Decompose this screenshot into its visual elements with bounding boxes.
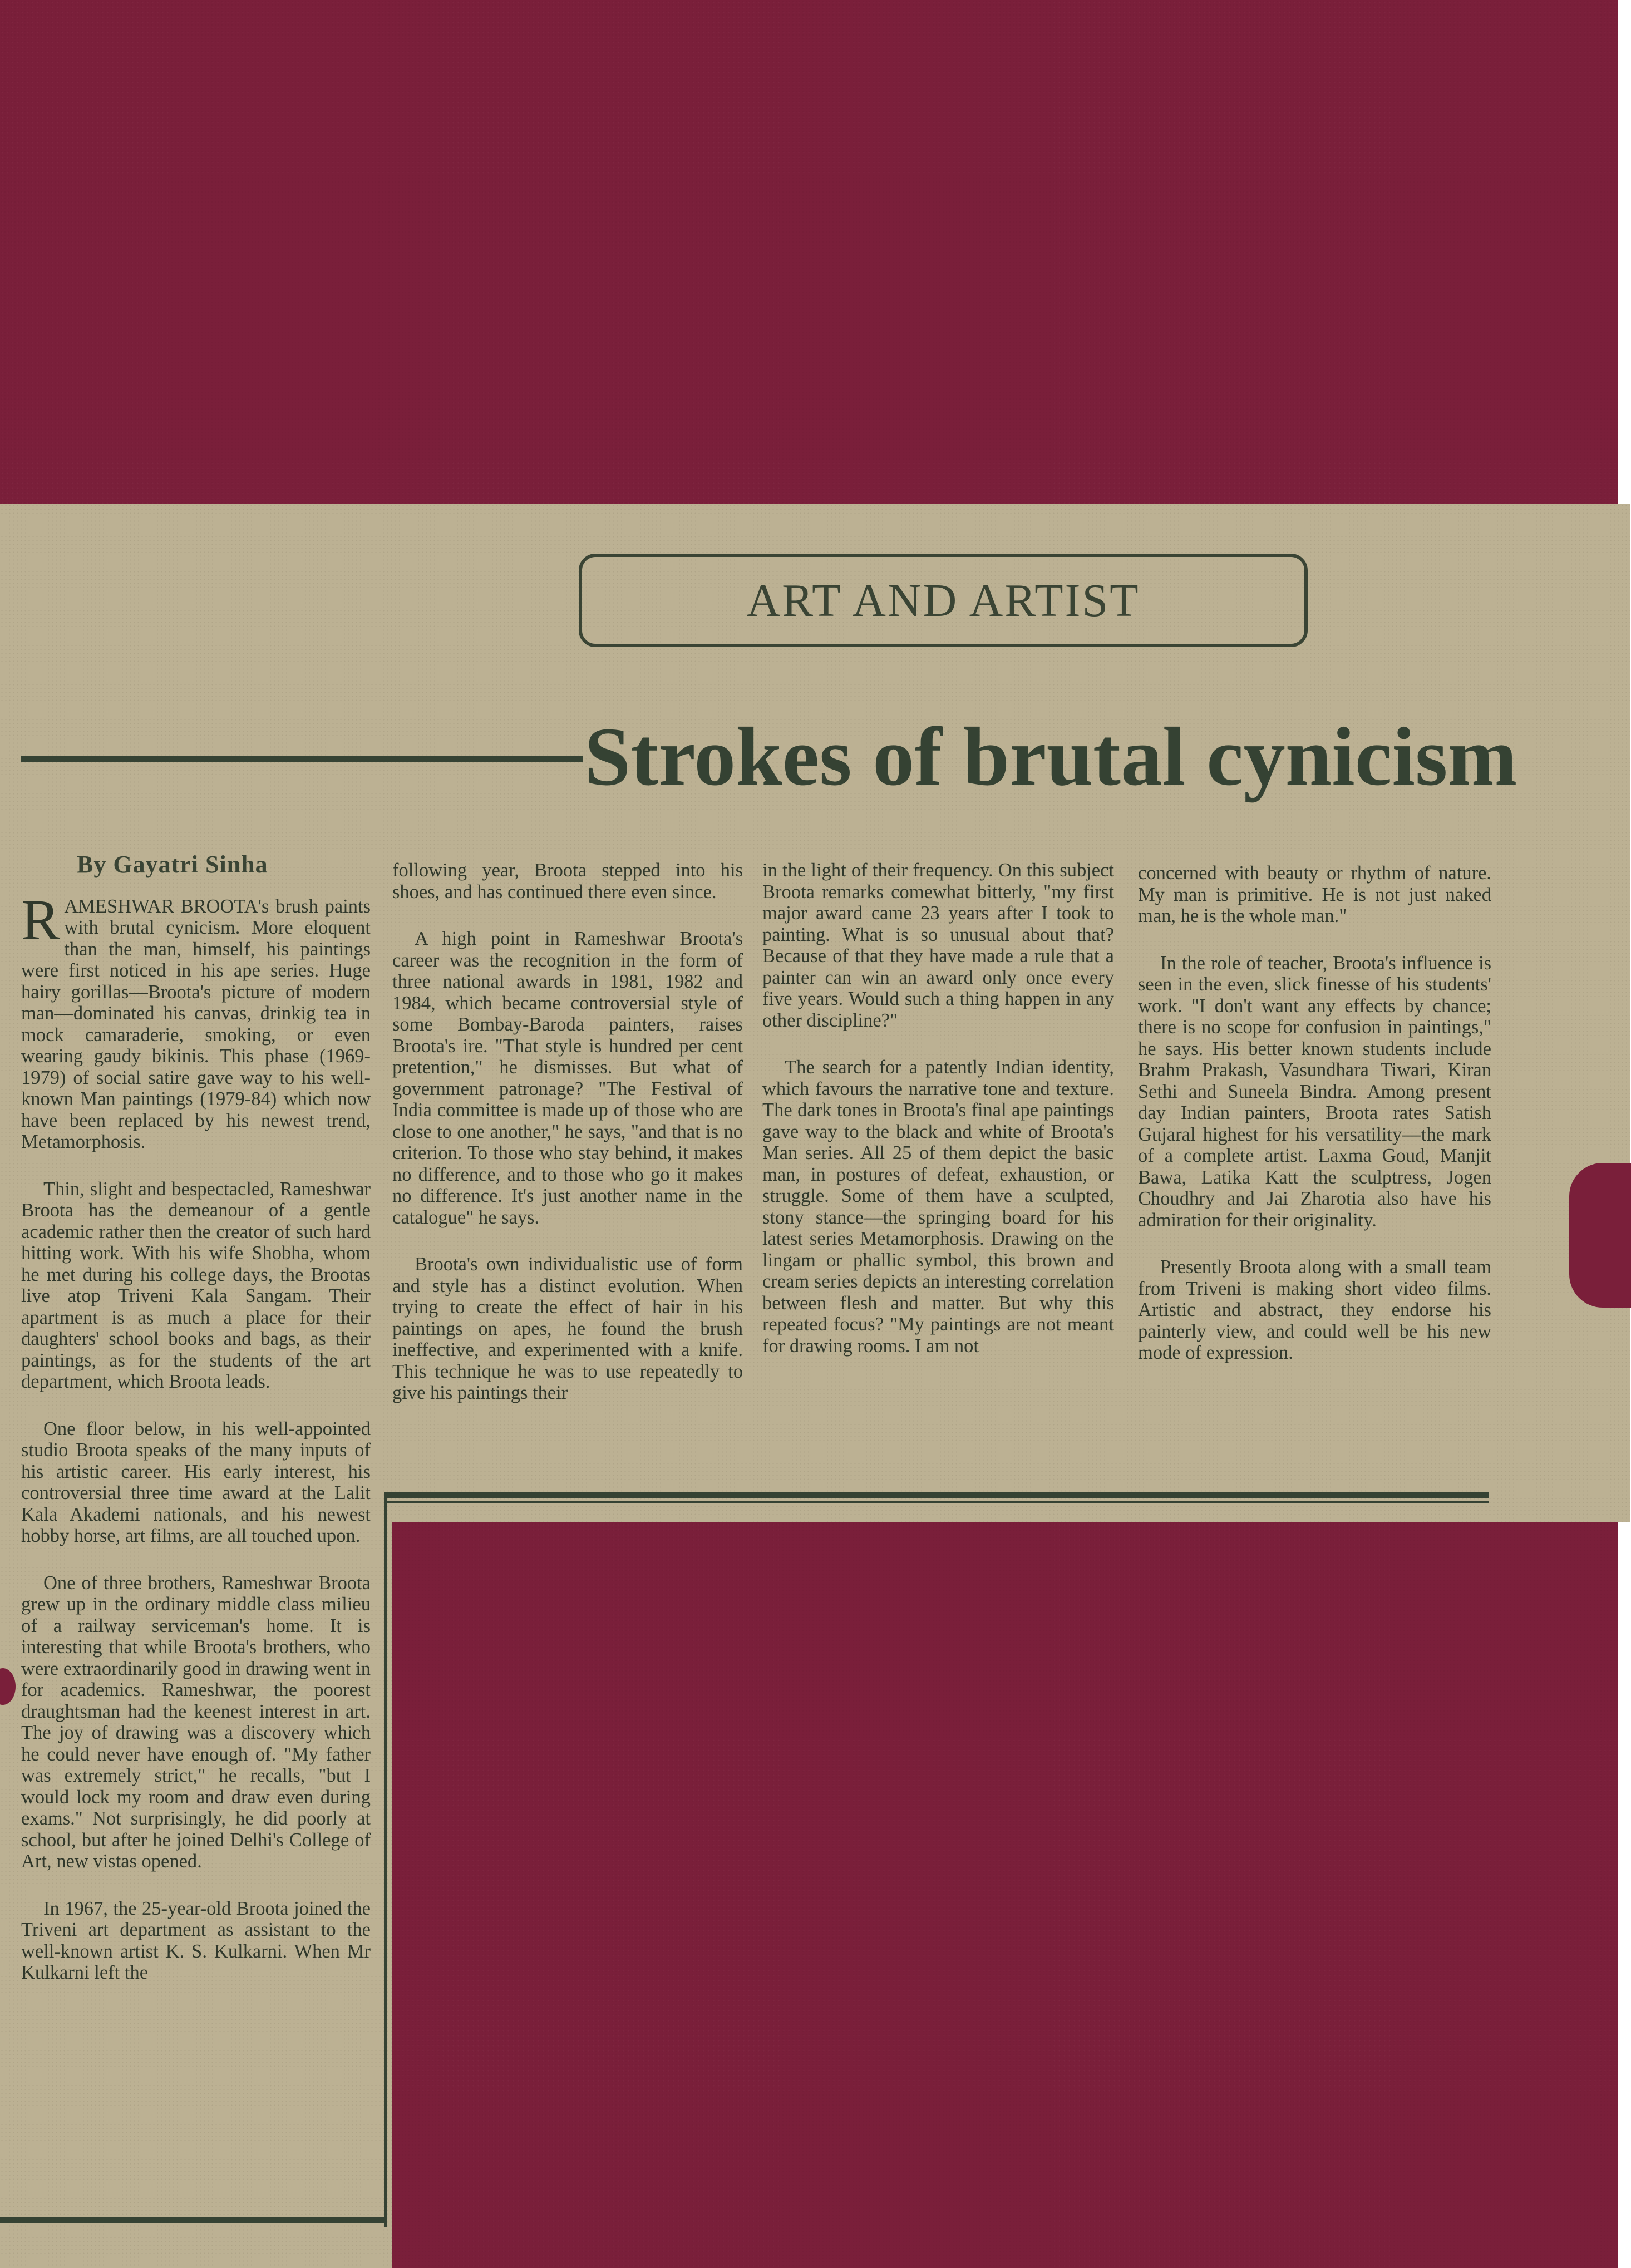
paragraph: Presently Broota along with a small team from Triveni is making short video films. Artistic and abstract, they endorse his painterly view, and could well be his new mode of expression. <box>1138 1256 1491 1363</box>
paragraph: In the role of teacher, Broota's influence is seen in the even, slick finesse of his students' work. "I don't want any effects by chance; there is no scope for confusion in paintings," he says. His better known students include Brahm Prakash, Vasundhara Tiwari, Kiran Sethi and Suneela Bindra. Among present day Indian painters, Broota rates Satish Gujaral highest for his versatility—the mark of a complete artist. Laxma Goud, Manjit Bawa, Latika Katt the sculptress, Jogen Choudhry and Jai Zharotia also have his admiration for their originality. <box>1138 952 1491 1231</box>
section-box <box>579 554 1308 647</box>
paragraph: following year, Broota stepped into his shoes, and has continued there even since. <box>392 860 743 903</box>
paragraph: concerned with beauty or rhythm of nature. My man is primitive. He is not just naked man, he is the whole man." <box>1138 862 1491 926</box>
drop-cap: R <box>21 888 60 952</box>
paragraph: One floor below, in his well-appointed studio Broota speaks of the many inputs of his artistic career. His early interest, his controversial three time award at the Lalit Kala Akademi nationals, and his newest hobby horse, art films, are all touched upon. <box>21 1418 371 1546</box>
column-4 <box>1138 862 1491 1389</box>
torn-edge <box>1569 1163 1631 1308</box>
paragraph: RAMESHWAR BROOTA's brush paints with brutal cynicism. More eloquent than the man, himself, his paintings were first noticed in his ape series. Huge hairy gorillas—Broota's picture of modern man—dominated his canvas, drinkig tea in mock camaraderie, smoking, or even wearing gaudy bikinis. This phase (1969-1979) of social satire gave way to his well-known Man paintings (1979-84) which now have been replaced by his newest trend, Metamorphosis. <box>21 888 371 1152</box>
bottom-rule <box>384 1492 1489 1498</box>
section-label: ART AND ARTIST <box>746 574 1140 627</box>
column-2 <box>392 860 743 1429</box>
paragraph: In 1967, the 25-year-old Broota joined the Triveni art department as assistant to the well-known artist K. S. Kulkarni. When Mr Kulkarni left the <box>21 1897 371 1983</box>
left-strip-bottom-rule <box>0 2217 387 2223</box>
paragraph: A high point in Rameshwar Broota's career was the recognition in the form of three national awards in 1981, 1982 and 1984, which became controversial style of some Bombay-Baroda painters, raises Broota's ire. "That style is hundred per cent pretention," he dismisses. But what of government patronage? "The Festival of India committee is made up of those who are close to one another," he says, "and that is no criterion. To those who stay behind, it makes no difference, and to those who go it makes no difference. It's just another name in the catalogue" he says. <box>392 928 743 1228</box>
paragraph: Thin, slight and bespectacled, Rameshwar Broota has the demeanour of a gentle academic rather then the creator of such hard hitting work. With his wife Shobha, whom he met during his college days, the Brootas live atop Triveni Kala Sangam. Their apartment is as much a place for their daughters' school books and bags, as their paintings, as for the students of the art department, which Broota leads. <box>21 1178 371 1392</box>
column-3 <box>762 860 1114 1382</box>
headline: Strokes of brutal cynicism <box>584 711 1517 803</box>
paragraph: in the light of their frequency. On this subject Broota remarks comewhat bitterly, "my first major award came 23 years after I took to painting. What is so unusual about that? Because of that they have made a rule that a painter can win an award only once every five years. Would such a thing happen in any other discipline?" <box>762 860 1114 1031</box>
column-1 <box>21 851 371 2009</box>
bottom-rule-thin <box>384 1501 1489 1503</box>
headline-rule <box>21 756 583 762</box>
byline: By Gayatri Sinha <box>77 851 268 878</box>
paragraph: One of three brothers, Rameshwar Broota grew up in the ordinary middle class milieu of a railway serviceman's home. It is interesting that while Broota's brothers, who were extraordinarily good in drawing went in for academics. Rameshwar, the poorest draughtsman had the keenest interest in art. The joy of drawing was a discovery which he could never have enough of. "My father was extremely strict," he recalls, "but I would lock my room and draw even during exams." Not surprisingly, he did poorly at school, but after he joined Delhi's College of Art, new vistas opened. <box>21 1572 371 1872</box>
paragraph: Broota's own individualistic use of form and style has a distinct evolution. When trying to create the effect of hair in his paintings on apes, he found the brush ineffective, and experimented with a knife. This technique he was to use repeatedly to give his paintings their <box>392 1254 743 1403</box>
paragraph: The search for a patently Indian identity, which favours the narrative tone and texture. The dark tones in Broota's final ape paintings gave way to the black and white of Broota's Man series. All 25 of them depict the basic man, in postures of defeat, exhaustion, or struggle. Some of them have a sculpted, stony stance—the springing board for his latest series Metamorphosis. Drawing on the lingam or phallic symbol, this brown and cream series depicts an interesting correlation between flesh and matter. But why this repeated focus? "My paintings are not meant for drawing rooms. I am not <box>762 1057 1114 1357</box>
column-divider-rule <box>384 1492 387 2227</box>
